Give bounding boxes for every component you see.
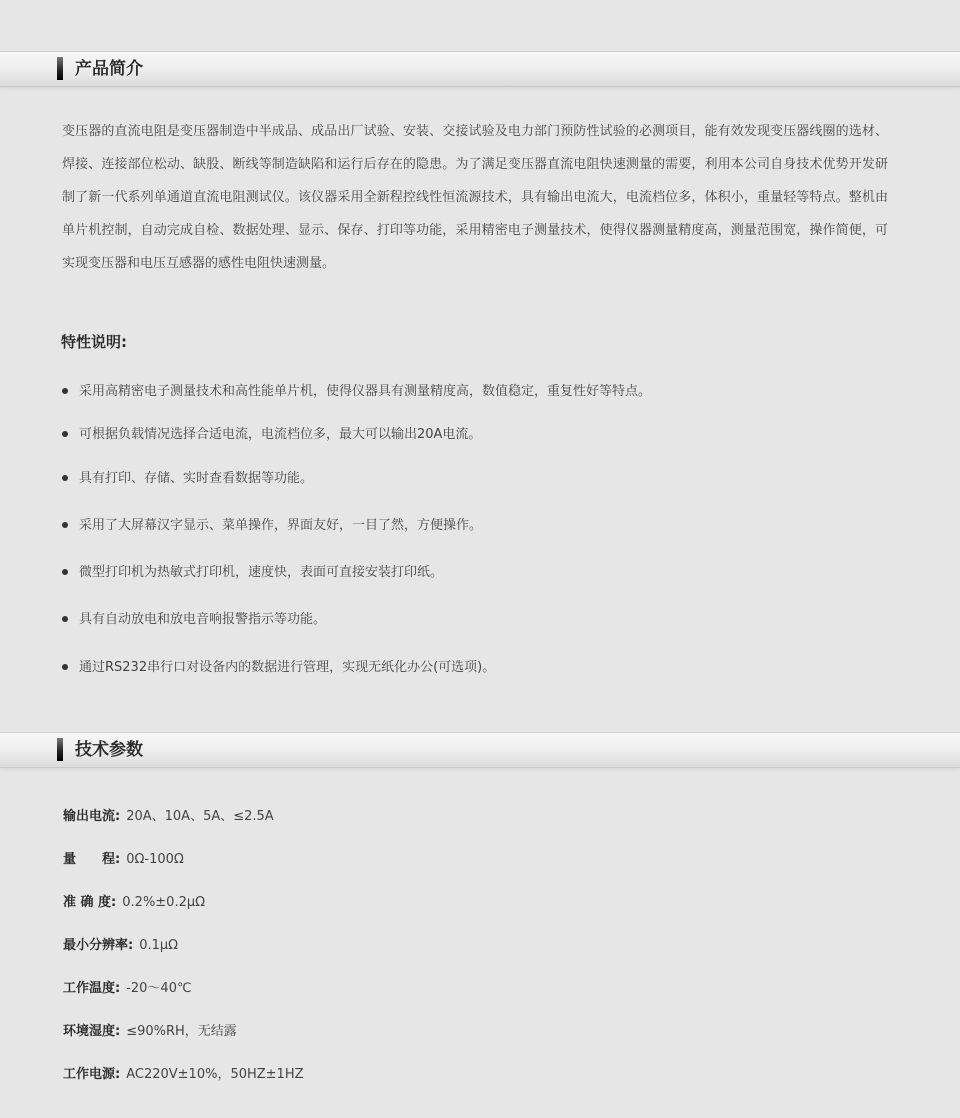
bullet-dot-icon (62, 569, 68, 575)
param-value: 0.1μΩ (139, 938, 179, 953)
bullet-dot-icon (62, 475, 68, 481)
param-label: 工作电源: (63, 1067, 121, 1082)
section-marker-icon (57, 57, 63, 80)
section-marker-icon (57, 738, 63, 761)
param-row-resolution (63, 935, 178, 957)
param-label: 工作温度: (63, 981, 121, 996)
param-label: 量 程: (63, 852, 121, 867)
feature-item: 采用高精密电子测量技术和高性能单片机，使得仪器具有测量精度高，数值稳定，重复性好等特点。 (62, 381, 651, 403)
param-row-output-current (63, 806, 274, 828)
feature-item: 微型打印机为热敏式打印机，速度快，表面可直接安装打印纸。 (62, 562, 443, 584)
intro-paragraph: 变压器的直流电阻是变压器制造中半成品、成品出厂试验、安装、交接试验及电力部门预防性试验的必测项目，能有效发现变压器线圈的选材、焊接、连接部位松动、缺股、断线等制造缺陷和运行后存在的隐患。为了满足变压器直流电阻快速测量的需要，利用本公司自身技术优势开发研制了新一代系列单通道直流电阻测试仪。该仪器采用全新程控线性恒流源技术，具有输出电流大，电流档位多，体积小，重量轻等特点。整机由单片机控制，自动完成自检、数据处理、显示、保存、打印等功能，采用精密电子测量技术，使得仪器测量精度高，测量范围宽，操作简便，可实现变压器和电压互感器的感性电阻快速测量。 (62, 124, 888, 271)
param-row-humidity (63, 1021, 237, 1043)
param-row-temperature (63, 978, 192, 1000)
section-header-intro (0, 51, 960, 87)
feature-item: 通过RS232串行口对设备内的数据进行管理，实现无纸化办公(可选项)。 (62, 657, 495, 679)
param-row-accuracy (63, 892, 205, 914)
param-value: -20～40℃ (126, 981, 192, 996)
features-heading: 特性说明: (61, 333, 127, 351)
param-label: 最小分辨率: (63, 938, 134, 953)
feature-item: 具有打印、存储、实时查看数据等功能。 (62, 468, 313, 490)
feature-item: 采用了大屏幕汉字显示、菜单操作，界面友好，一目了然，方便操作。 (62, 515, 482, 537)
param-label: 准 确 度: (63, 895, 117, 910)
param-label: 输出电流: (63, 809, 121, 824)
param-value: 0.2%±0.2μΩ (122, 895, 206, 910)
feature-item: 具有自动放电和放电音响报警指示等功能。 (62, 609, 326, 631)
section-header-params (0, 732, 960, 768)
feature-item: 可根据负载情况选择合适电流，电流档位多，最大可以输出20A电流。 (62, 424, 481, 446)
section-title-intro: 产品简介 (75, 59, 143, 79)
param-value: AC220V±10%，50HZ±1HZ (126, 1067, 304, 1082)
bullet-dot-icon (62, 616, 68, 622)
section-title-params: 技术参数 (75, 740, 143, 760)
bullet-dot-icon (62, 522, 68, 528)
bullet-dot-icon (62, 431, 68, 437)
param-value: 0Ω-100Ω (126, 852, 184, 867)
param-value: ≤90%RH，无结露 (126, 1024, 237, 1039)
param-row-power (63, 1064, 304, 1086)
param-value: 20A、10A、5A、≤2.5A (126, 809, 274, 824)
bullet-dot-icon (62, 388, 68, 394)
param-row-range (63, 849, 184, 871)
param-label: 环境湿度: (63, 1024, 121, 1039)
bullet-dot-icon (62, 664, 68, 670)
